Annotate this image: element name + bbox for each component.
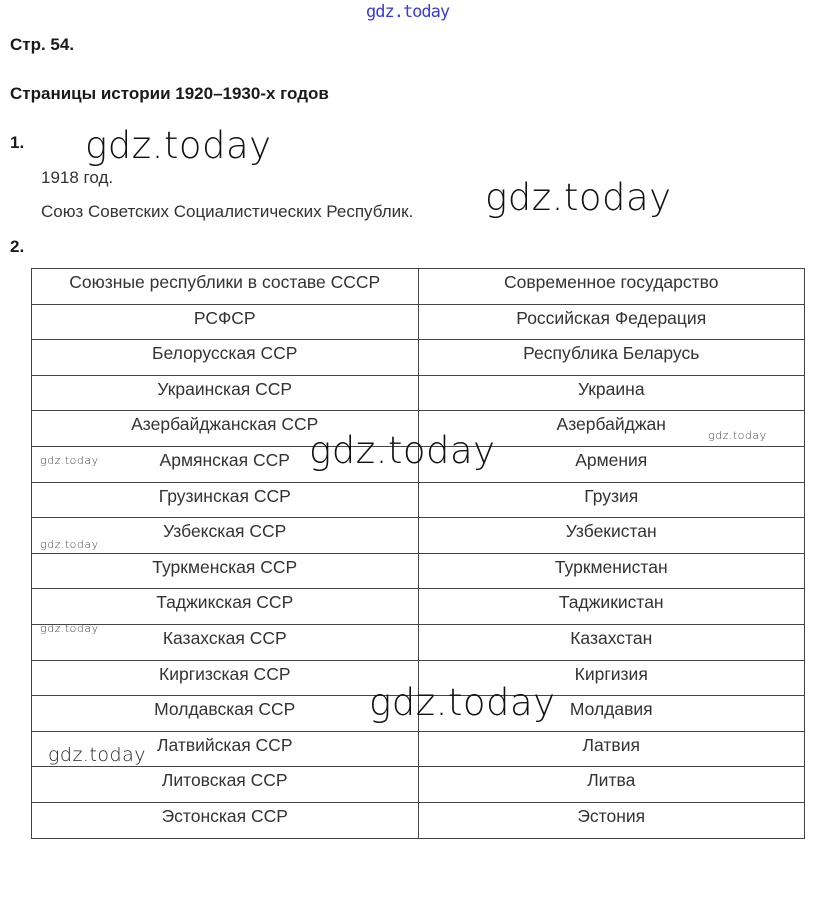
table-row [32,553,805,589]
table-row [32,589,805,625]
soviet-republic-cell: Эстонская ССР [32,802,419,838]
table-row [32,340,805,376]
question-1-number: 1. [10,133,25,152]
section-title: Страницы истории 1920–1930-х годов [10,84,329,103]
watermark: gdz.today [85,124,272,167]
soviet-republic-cell: Белорусская ССР [32,340,419,376]
question-1-answer-year: 1918 год. [41,168,114,187]
republics-table [31,268,805,839]
table-header-row [32,269,805,305]
table-row [32,482,805,518]
modern-state-cell: Казахстан [418,624,805,660]
modern-state-cell: Туркменистан [418,553,805,589]
soviet-republic-cell: Таджикская ССР [32,589,419,625]
soviet-republic-cell: Грузинская ССР [32,482,419,518]
soviet-republic-cell: РСФСР [32,304,419,340]
modern-state-cell: Российская Федерация [418,304,805,340]
soviet-republic-cell: Украинская ССР [32,375,419,411]
page-reference: Стр. 54. [10,35,75,54]
header-cell: Современное государство [418,269,805,305]
watermark: gdz.today [40,622,99,635]
watermark: gdz.today [309,429,496,472]
modern-state-cell: Латвия [418,731,805,767]
modern-state-cell: Грузия [418,482,805,518]
question-2-number: 2. [10,237,25,256]
table-row [32,802,805,838]
watermark: gdz.today [40,454,99,467]
soviet-republic-cell: Казахская ССР [32,624,419,660]
table-row [32,624,805,660]
question-1-answer-name: Союз Советских Социалистических Республик. [41,202,414,221]
modern-state-cell: Республика Беларусь [418,340,805,376]
modern-state-cell: Армения [418,446,805,482]
table-row [32,304,805,340]
soviet-republic-cell: Киргизская ССР [32,660,419,696]
watermark: gdz.today [48,744,146,766]
modern-state-cell: Литва [418,767,805,803]
modern-state-cell: Киргизия [418,660,805,696]
soviet-republic-cell: Армянская ССР [32,446,419,482]
modern-state-cell: Азербайджан [418,411,805,447]
table-row [32,767,805,803]
soviet-republic-cell: Латвийская ССР [32,731,419,767]
soviet-republic-cell: Туркменская ССР [32,553,419,589]
header-cell: Союзные республики в составе СССР [32,269,419,305]
watermark-top: gdz.today [366,2,450,22]
soviet-republic-cell: Литовская ССР [32,767,419,803]
watermark: gdz.today [708,429,767,442]
modern-state-cell: Молдавия [418,696,805,732]
watermark: gdz.today [485,176,672,219]
watermark: gdz.today [369,681,556,724]
soviet-republic-cell: Молдавская ССР [32,696,419,732]
modern-state-cell: Эстония [418,802,805,838]
soviet-republic-cell: Узбекская ССР [32,518,419,554]
modern-state-cell: Украина [418,375,805,411]
soviet-republic-cell: Азербайджанская ССР [32,411,419,447]
modern-state-cell: Таджикистан [418,589,805,625]
table-row [32,375,805,411]
table-row [32,731,805,767]
watermark: gdz.today [40,538,99,551]
modern-state-cell: Узбекистан [418,518,805,554]
table-row [32,518,805,554]
